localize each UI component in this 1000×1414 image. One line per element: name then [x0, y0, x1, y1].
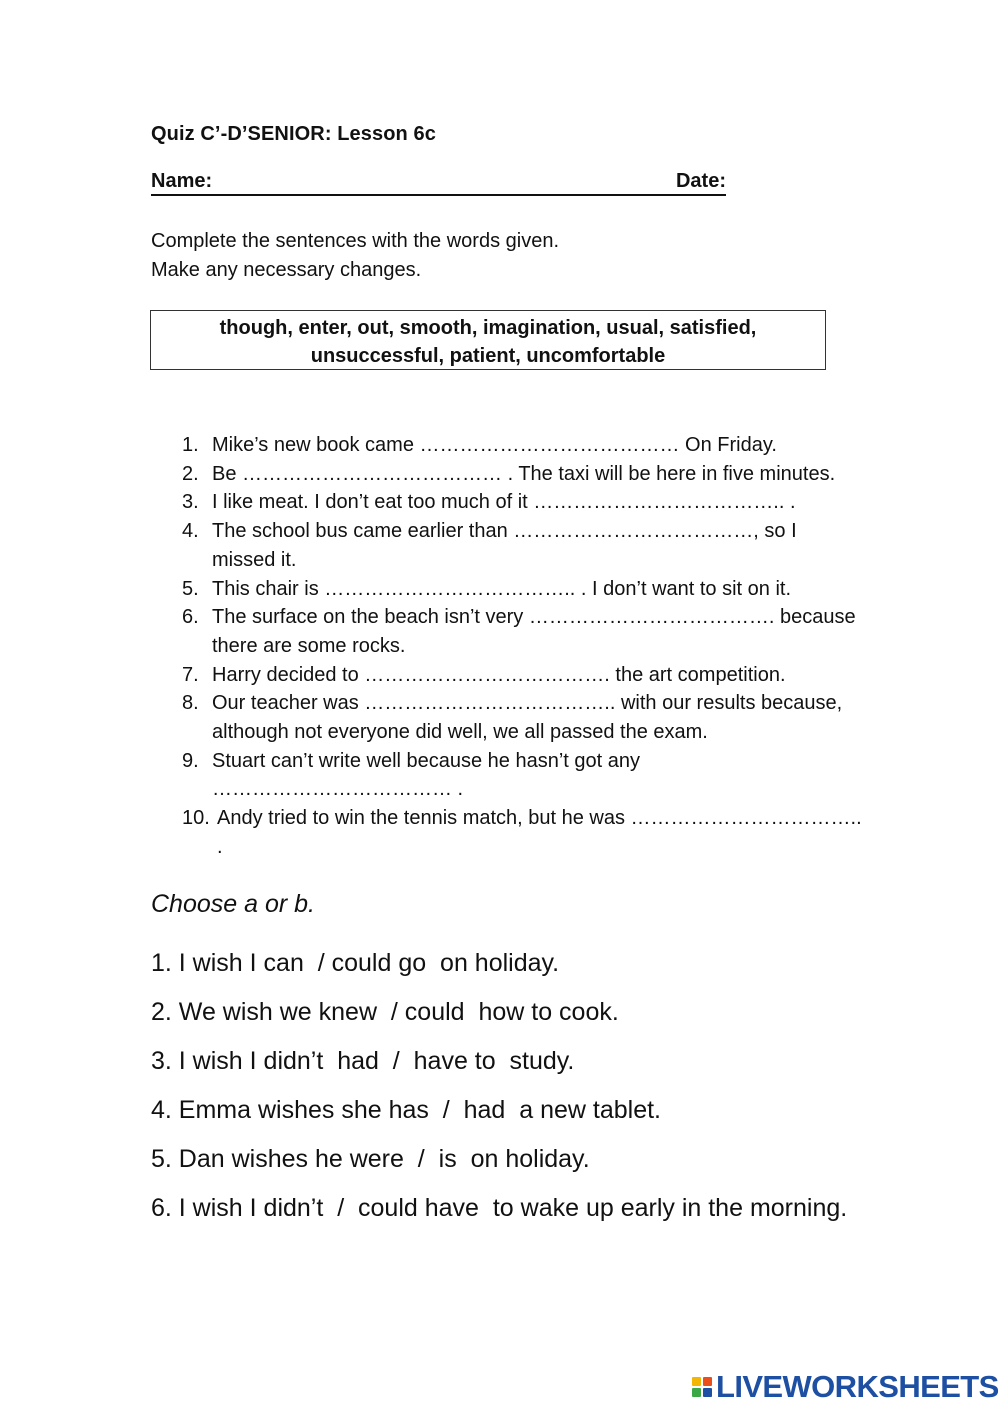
word-box-line-2: unsuccessful, patient, uncomfortable	[310, 345, 666, 367]
quiz-title: Quiz C’-D’SENIOR: Lesson 6c	[151, 123, 436, 145]
item-number: 3.	[182, 491, 199, 514]
exercise-2-list	[151, 939, 847, 1233]
item-text: Harry decided to ………………………………. the art competition.	[212, 663, 786, 686]
item-number: 4.	[182, 520, 199, 543]
item-number: 7.	[182, 663, 199, 686]
date-label: Date:	[675, 170, 726, 192]
exercise-item	[182, 431, 862, 460]
item-text: The surface on the beach isn’t very ………………………………. because there are some rocks.	[212, 606, 856, 657]
choice-item: 5. Dan wishes he were / is on holiday.	[151, 1145, 590, 1173]
exercise-item	[182, 661, 862, 690]
item-number: 6.	[182, 606, 199, 629]
exercise-1-list	[182, 431, 862, 862]
item-text: Our teacher was ……………………………….. with our results because, although not everyone did well, we all passed the exam.	[212, 692, 843, 744]
item-text: This chair is ……………………………….. . I don’t want to sit on it.	[212, 577, 792, 600]
choice-item: 4. Emma wishes she has / had a new tablet.	[151, 1096, 661, 1124]
item-text: The school bus came earlier than ………………………………, so I missed it.	[212, 520, 797, 571]
choice-item: 3. I wish I didn’t had / have to study.	[151, 1047, 575, 1075]
exercise-item	[182, 460, 862, 489]
exercise-item	[182, 488, 862, 517]
choice-item: 1. I wish I can / could go on holiday.	[151, 949, 560, 977]
item-number: 9.	[182, 749, 199, 772]
word-box	[150, 310, 826, 370]
exercise-item	[182, 689, 862, 746]
item-text: I like meat. I don’t eat too much of it ……………………………….. .	[212, 491, 796, 514]
item-number: 8.	[182, 692, 199, 715]
item-text: Andy tried to win the tennis match, but he was …………………………….. .	[217, 807, 862, 858]
choice-item: 2. We wish we knew / could how to cook.	[151, 998, 619, 1026]
instruction-line-2: Make any necessary changes.	[151, 259, 422, 281]
liveworksheets-brand	[692, 1369, 999, 1404]
instruction-line-1: Complete the sentences with the words given.	[151, 230, 559, 252]
brand-text: LIVEWORKSHEETS	[716, 1369, 999, 1404]
exercise-item	[182, 603, 862, 660]
item-text: Stuart can’t write well because he hasn’t got any ……………………………… .	[212, 749, 641, 801]
choice-item: 6. I wish I didn’t / could have to wake up early in the morning.	[151, 1194, 848, 1222]
instructions	[151, 227, 559, 285]
name-label: Name:	[151, 170, 213, 192]
exercise-item	[182, 517, 862, 574]
exercise-item	[182, 747, 862, 804]
exercise-item	[182, 575, 862, 604]
exercise-2-title: Choose a or b.	[151, 890, 315, 918]
item-text: Mike’s new book came ………………………………… On Friday.	[212, 434, 777, 456]
item-number: 1.	[182, 434, 199, 456]
exercise-item	[182, 804, 862, 861]
item-number: 2.	[182, 462, 199, 485]
item-number: 5.	[182, 577, 199, 600]
item-text: Be ………………………………… . The taxi will be here in five minutes.	[212, 462, 836, 485]
item-number: 10.	[182, 807, 210, 830]
word-box-line-1: though, enter, out, smooth, imagination, usual, satisfied,	[219, 317, 757, 339]
name-date-row	[151, 170, 726, 196]
liveworksheets-logo-icon	[692, 1377, 712, 1397]
